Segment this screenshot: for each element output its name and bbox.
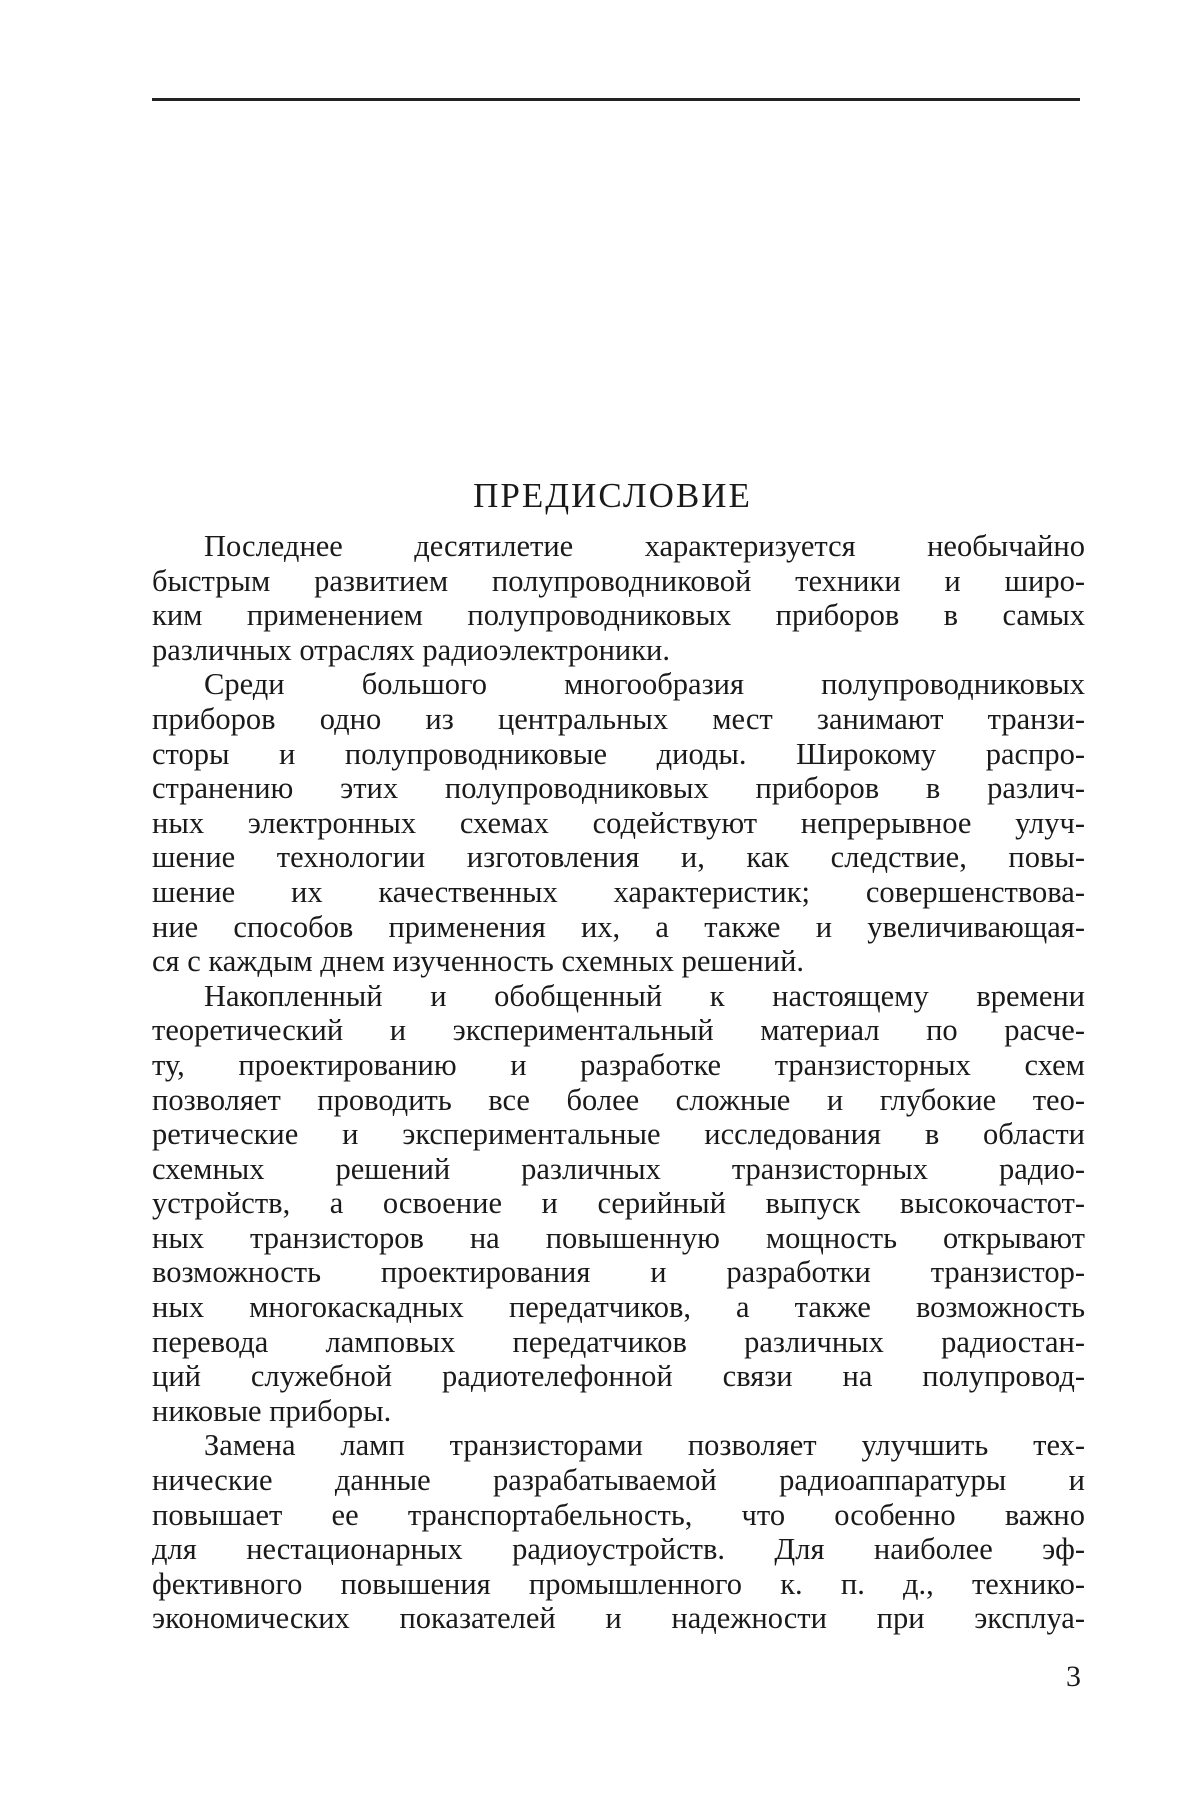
text-line: ретические и экспериментальные исследования в области <box>152 1117 1085 1152</box>
text-line: никовые приборы. <box>152 1393 392 1428</box>
page-title: ПРЕДИСЛОВИЕ <box>473 476 752 516</box>
text-line: нические данные разрабатываемой радиоаппаратуры и <box>152 1463 1085 1498</box>
text-line: Накопленный и обобщенный к настоящему времени <box>204 978 1085 1013</box>
text-line: шение технологии изготовления и, как следствие, повы- <box>152 840 1085 875</box>
text-line: Среди большого многообразия полупроводниковых <box>204 667 1085 702</box>
paragraph <box>152 529 1085 667</box>
text-line: ных транзисторов на повышенную мощность открывают <box>152 1220 1085 1255</box>
text-line: ким применением полупроводниковых приборов в самых <box>152 598 1085 633</box>
text-line: ние способов применения их, а также и увеличивающая- <box>152 909 1085 944</box>
text-line: для нестационарных радиоустройств. Для наиболее эф- <box>152 1532 1085 1567</box>
text-line: быстрым развитием полупроводниковой техники и широ- <box>152 563 1085 598</box>
text-line: странению этих полупроводниковых приборов в различ- <box>152 771 1085 806</box>
text-line: приборов одно из центральных мест занимают транзи- <box>152 701 1085 736</box>
top-rule <box>152 98 1080 101</box>
text-line: Замена ламп транзисторами позволяет улучшить тех- <box>204 1428 1085 1463</box>
text-line: повышает ее транспортабельность, что особенно важно <box>152 1497 1085 1532</box>
text-line: ций служебной радиотелефонной связи на полупровод- <box>152 1359 1085 1394</box>
page-number: 3 <box>1066 1660 1081 1693</box>
body-text <box>152 529 1085 1636</box>
text-line: сторы и полупроводниковые диоды. Широкому распро- <box>152 736 1085 771</box>
text-line: экономических показателей и надежности при эксплуа- <box>152 1601 1085 1636</box>
text-line: шение их качественных характеристик; совершенствова- <box>152 874 1085 909</box>
text-line: позволяет проводить все более сложные и глубокие тео- <box>152 1082 1085 1117</box>
paragraph <box>152 979 1085 1429</box>
paragraph <box>152 667 1085 978</box>
text-line: ся с каждым днем изученность схемных решений. <box>152 944 805 979</box>
text-line: возможность проектирования и разработки транзистор- <box>152 1255 1085 1290</box>
text-line: ту, проектированию и разработке транзисторных схем <box>152 1047 1085 1082</box>
text-line: устройств, а освоение и серийный выпуск высокочастот- <box>152 1186 1085 1221</box>
text-line: Последнее десятилетие характеризуется необычайно <box>204 529 1085 563</box>
text-line: перевода ламповых передатчиков различных радиостан- <box>152 1324 1085 1359</box>
paragraph <box>152 1428 1085 1636</box>
text-line: схемных решений различных транзисторных радио- <box>152 1151 1085 1186</box>
text-line: различных отраслях радиоэлектроники. <box>152 632 670 667</box>
text-line: ных многокаскадных передатчиков, а также возможность <box>152 1290 1085 1325</box>
text-line: теоретический и экспериментальный материал по расче- <box>152 1013 1085 1048</box>
text-line: фективного повышения промышленного к. п. д., технико- <box>152 1566 1085 1601</box>
text-line: ных электронных схемах содействуют непрерывное улуч- <box>152 805 1085 840</box>
